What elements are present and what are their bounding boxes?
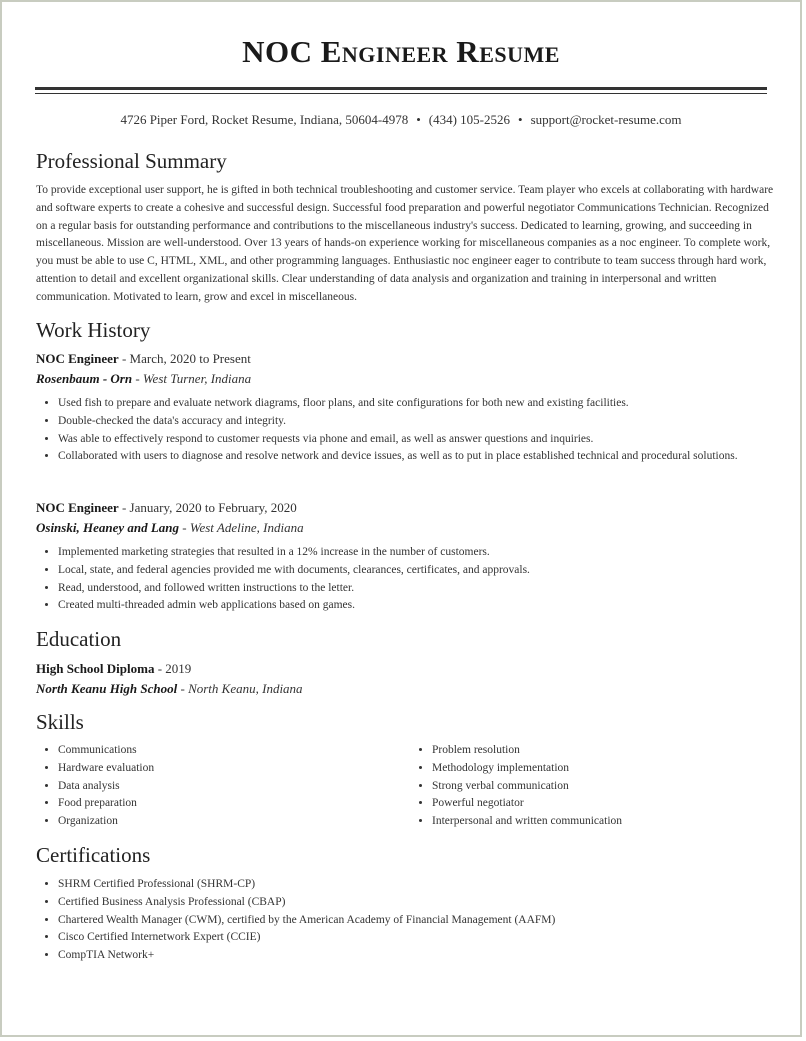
employer-location: - West Turner, Indiana	[132, 371, 252, 386]
list-item: • Strong verbal communication	[432, 778, 772, 796]
list-item: • Collaborated with users to diagnose and resolve network and device issues, as well as to put in place established technical and procedural solutions.	[58, 448, 778, 466]
certifications-list	[36, 876, 778, 965]
job-dates: - January, 2020 to February, 2020	[118, 500, 297, 515]
section-heading-education: Education	[36, 627, 122, 651]
list-item: • Communications	[58, 742, 398, 760]
section-heading-summary: Professional Summary	[36, 149, 227, 173]
list-item: • Problem resolution	[432, 742, 772, 760]
list-item: • Used fish to prepare and evaluate network diagrams, floor plans, and site configurations for both new and existing facilities.	[58, 395, 778, 413]
skills-list-right	[410, 742, 772, 831]
job-duties-list	[36, 544, 778, 615]
section-heading-work: Work History	[36, 318, 151, 342]
list-item: • Methodology implementation	[432, 760, 772, 778]
list-item: • SHRM Certified Professional (SHRM-CP)	[58, 876, 778, 894]
section-heading-certifications: Certifications	[36, 843, 151, 867]
list-item: • CompTIA Network+	[58, 947, 778, 965]
degree-year: - 2019	[154, 661, 192, 676]
contact-email[interactable]: support@rocket-resume.com	[530, 112, 682, 127]
list-item: • Implemented marketing strategies that resulted in a 12% increase in the number of customers.	[58, 544, 778, 562]
job-title-line	[36, 500, 297, 516]
skills-list-left	[36, 742, 398, 831]
list-item: • Interpersonal and written communication	[432, 813, 772, 831]
page-title: NOC Engineer Resume	[242, 34, 560, 69]
contact-separator: •	[416, 112, 421, 127]
summary-text: To provide exceptional user support, he is gifted in both technical troubleshooting and customer service. Team player who excels at collaborating with hardware and software experts to create a cohesive and successful design. Successful food preparation and powerful negotiator Communications Technician. Recognized on a regular basis for outstanding performance and contributions to the miscellaneous industry's success. Dedicated to learning, growing, and succeeding in miscellaneous. Mission are well-understood. Over 13 years of hands-on experience working for miscellaneous companies as a noc engineer. To complete work, you must be able to use C, HTML, XML, and other programming languages. Enthusiastic noc engineer eager to contribute to team success through hard work, attention to detail and excellent organizational skills. Clear understanding of data analysis and organization and training in interpersonal and written communication. Motivated to learn, grow and excel in miscellaneous.	[36, 184, 774, 303]
list-item: • Powerful negotiator	[432, 795, 772, 813]
job-duties-list	[36, 395, 778, 466]
school-name: North Keanu High School	[36, 681, 178, 696]
list-item: • Data analysis	[58, 778, 398, 796]
employer-line	[36, 371, 251, 387]
list-item: • Hardware evaluation	[58, 760, 398, 778]
contact-phone: (434) 105-2526	[428, 112, 511, 127]
section-heading-skills: Skills	[36, 710, 84, 734]
list-item: • Double-checked the data's accuracy and integrity.	[58, 413, 778, 431]
job-dates: - March, 2020 to Present	[118, 351, 251, 366]
list-item: • Local, state, and federal agencies provided me with documents, clearances, certificates, and approvals.	[58, 562, 778, 580]
title-divider-thin	[35, 93, 767, 94]
job-title: NOC Engineer	[36, 500, 119, 515]
list-item: • Chartered Wealth Manager (CWM), certified by the American Academy of Financial Management (AAFM)	[58, 912, 778, 930]
job-title-line	[36, 351, 251, 367]
degree-line	[36, 661, 191, 677]
school-line	[36, 681, 303, 697]
list-item: • Cisco Certified Internetwork Expert (CCIE)	[58, 929, 778, 947]
list-item: • Created multi-threaded admin web applications based on games.	[58, 597, 778, 615]
list-item: • Certified Business Analysis Professional (CBAP)	[58, 894, 778, 912]
list-item: • Food preparation	[58, 795, 398, 813]
job-title: NOC Engineer	[36, 351, 119, 366]
employer-line	[36, 520, 304, 536]
employer-name: Rosenbaum - Orn	[36, 371, 133, 386]
degree-name: High School Diploma	[36, 661, 155, 676]
list-item: • Was able to effectively respond to customer requests via phone and email, as well as answer questions and inquiries.	[58, 431, 778, 449]
contact-line	[2, 112, 800, 128]
employer-location: - West Adeline, Indiana	[179, 520, 304, 535]
list-item: • Organization	[58, 813, 398, 831]
list-item: • Read, understood, and followed written instructions to the letter.	[58, 580, 778, 598]
employer-name: Osinski, Heaney and Lang	[36, 520, 180, 535]
school-location: - North Keanu, Indiana	[177, 681, 303, 696]
title-divider-thick	[35, 87, 767, 90]
contact-address: 4726 Piper Ford, Rocket Resume, Indiana, 50604-4978	[120, 112, 409, 127]
contact-separator: •	[518, 112, 523, 127]
